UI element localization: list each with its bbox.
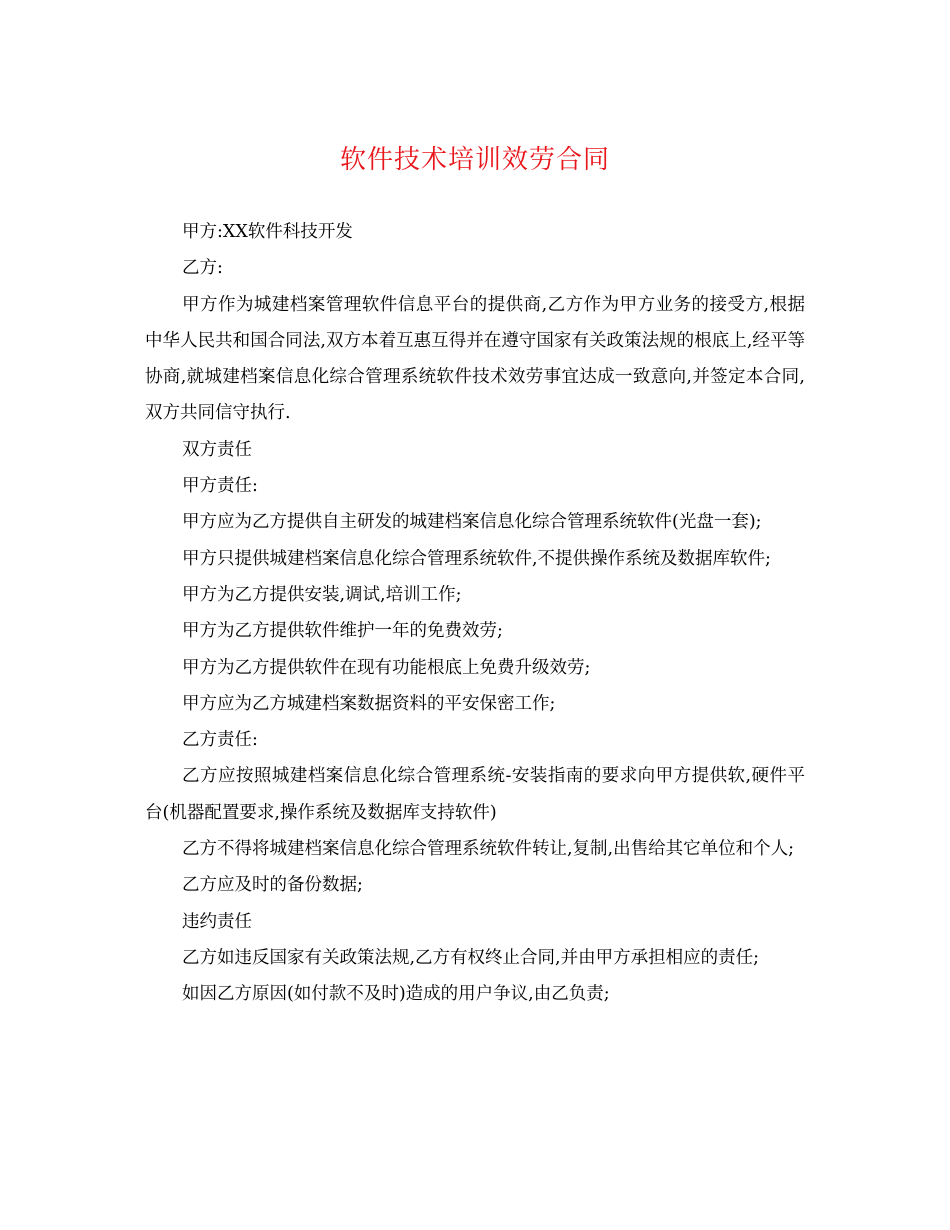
party-a-duty-item: 甲方应为乙方城建档案数据资料的平安保密工作; [182,693,556,714]
document-body [145,214,805,1013]
section-heading-breach-liability: 违约责任 [182,911,252,932]
party-b-duty-item: 乙方应及时的备份数据; [182,875,363,896]
breach-liability-item: 乙方如违反国家有关政策法规,乙方有权终止合同,并由甲方承担相应的责任; [182,947,760,968]
subheading-party-a-duties: 甲方责任: [182,476,258,497]
party-b-duty-item: 乙方不得将城建档案信息化综合管理系统软件转让,复制,出售给其它单位和个人; [182,839,795,860]
section-heading-mutual-duties: 双方责任 [182,439,252,460]
preamble-paragraph: 甲方作为城建档案管理软件信息平台的提供商,乙方作为甲方业务的接受方,根据中华人民共和国合同法,双方本着互惠互得并在遵守国家有关政策法规的根底上,经平等协商,就城建档案信息化综合管理系统软件技术效劳事宜达成一致意向,并签定本合同,双方共同信守执行. [145,294,805,424]
party-b-duty-item: 乙方应按照城建档案信息化综合管理系统-安装指南的要求向甲方提供软,硬件平台(机器配置要求,操作系统及数据库支持软件) [145,766,805,823]
party-a-duty-item: 甲方为乙方提供软件在现有功能根底上免费升级效劳; [182,657,591,678]
breach-liability-item: 如因乙方原因(如付款不及时)造成的用户争议,由乙负责; [182,984,610,1005]
party-b-line: 乙方: [182,258,223,279]
party-a-duty-item: 甲方应为乙方提供自主研发的城建档案信息化综合管理系统软件(光盘一套); [182,512,762,533]
party-a-duty-item: 甲方只提供城建档案信息化综合管理系统软件,不提供操作系统及数据库软件; [182,548,771,569]
subheading-party-b-duties: 乙方责任: [182,730,258,751]
party-a-line: 甲方:XX软件科技开发 [182,222,353,242]
party-a-duty-item: 甲方为乙方提供安装,调试,培训工作; [182,584,462,605]
document-title: 软件技术培训效劳合同 [339,145,610,175]
party-a-duty-item: 甲方为乙方提供软件维护一年的免费效劳; [182,621,503,642]
